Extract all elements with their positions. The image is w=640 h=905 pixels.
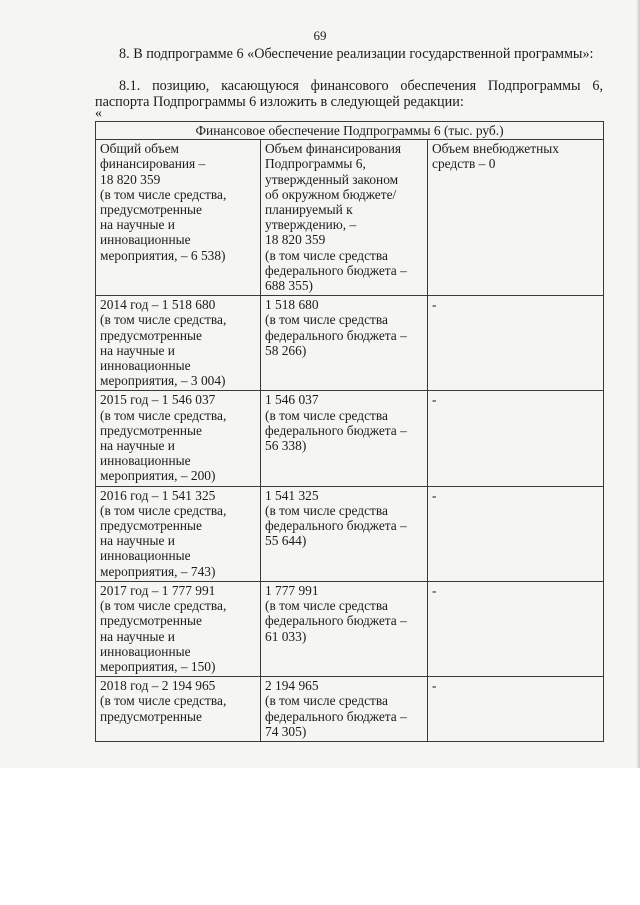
- table-header-row: [96, 140, 604, 296]
- cell-line: (в том числе средства: [265, 598, 388, 614]
- year-total-cell: [96, 391, 261, 486]
- financing-table: [95, 121, 604, 742]
- cell-line: Подпрограммы 6,: [265, 156, 366, 172]
- table-row: [96, 581, 604, 676]
- cell-line: 2015 год – 1 546 037: [100, 392, 216, 408]
- cell-line: предусмотренные: [100, 202, 202, 218]
- cell-line: предусмотренные: [100, 422, 202, 438]
- year-total-cell: [96, 486, 261, 581]
- cell-line: инновационные: [100, 358, 191, 374]
- cell-line: (в том числе средства,: [100, 186, 227, 202]
- paragraph-financing-position: 8.1. позицию, касающуюся финансового обеспечения Подпрограммы 6, паспорта Подпрограммы 6 изложить в следующей редакции:: [95, 78, 603, 110]
- year-extrabudgetary-cell: -: [428, 581, 604, 676]
- table-caption: Финансовое обеспечение Подпрограммы 6 (тыс. руб.): [96, 122, 604, 140]
- cell-line: мероприятия, – 743): [100, 563, 216, 579]
- cell-line: предусмотренные: [100, 327, 202, 343]
- cell-line: средств – 0: [432, 156, 496, 172]
- cell-line: федерального бюджета –: [265, 708, 407, 724]
- cell-line: 2 194 965: [265, 678, 319, 694]
- cell-line: предусмотренные: [100, 613, 202, 629]
- cell-line: 55 644): [265, 533, 307, 549]
- cell-line: Общий объем: [100, 141, 179, 157]
- subprogram-funding-cell: [261, 140, 428, 296]
- cell-line: на научные и: [100, 533, 175, 549]
- cell-line: 2018 год – 2 194 965: [100, 678, 216, 694]
- cell-line: утвержденный законом: [265, 171, 399, 187]
- cell-line: федерального бюджета –: [265, 518, 407, 534]
- cell-line: Объем финансирования: [265, 141, 402, 157]
- year-budget-cell: [261, 486, 428, 581]
- cell-line: утверждению, –: [265, 217, 357, 233]
- cell-line: планируемый к: [265, 202, 353, 218]
- cell-line: инновационные: [100, 643, 191, 659]
- cell-line: (в том числе средства: [265, 693, 388, 709]
- cell-line: предусмотренные: [100, 708, 202, 724]
- table-caption-row: [96, 122, 604, 140]
- year-budget-cell: [261, 296, 428, 391]
- year-extrabudgetary-cell: -: [428, 296, 604, 391]
- cell-line: 58 266): [265, 342, 307, 358]
- cell-line: на научные и: [100, 628, 175, 644]
- year-budget-cell: [261, 581, 428, 676]
- cell-line: на научные и: [100, 217, 175, 233]
- cell-line: федерального бюджета –: [265, 613, 407, 629]
- cell-line: на научные и: [100, 342, 175, 358]
- cell-line: 1 518 680: [265, 297, 319, 313]
- cell-line: 2014 год – 1 518 680: [100, 297, 216, 313]
- cell-line: мероприятия, – 150): [100, 658, 216, 674]
- cell-line: 1 541 325: [265, 487, 319, 503]
- table-row: [96, 677, 604, 742]
- cell-line: (в том числе средства: [265, 312, 388, 328]
- cell-line: 18 820 359: [265, 232, 326, 248]
- cell-line: федерального бюджета –: [265, 327, 407, 343]
- cell-line: 1 777 991: [265, 582, 319, 598]
- cell-line: (в том числе средства,: [100, 598, 227, 614]
- opening-quote: «: [95, 106, 102, 121]
- cell-line: инновационные: [100, 232, 191, 248]
- cell-line: об окружном бюджете/: [265, 186, 397, 202]
- cell-line: финансирования –: [100, 156, 206, 172]
- year-extrabudgetary-cell: -: [428, 677, 604, 742]
- total-funding-cell: [96, 140, 261, 296]
- year-budget-cell: [261, 677, 428, 742]
- cell-line: (в том числе средства,: [100, 407, 227, 423]
- cell-line: (в том числе средства,: [100, 693, 227, 709]
- cell-line: мероприятия, – 6 538): [100, 247, 226, 263]
- cell-line: (в том числе средства,: [100, 502, 227, 518]
- cell-line: (в том числе средства: [265, 407, 388, 423]
- cell-line: инновационные: [100, 453, 191, 469]
- paragraph-subprogram-6: 8. В подпрограмме 6 «Обеспечение реализации государственной программы»:: [119, 46, 594, 62]
- cell-line: 2017 год – 1 777 991: [100, 582, 216, 598]
- cell-line: (в том числе средства: [265, 247, 388, 263]
- cell-line: на научные и: [100, 438, 175, 454]
- cell-line: 688 355): [265, 278, 313, 294]
- table-row: [96, 486, 604, 581]
- year-budget-cell: [261, 391, 428, 486]
- cell-line: 56 338): [265, 438, 307, 454]
- year-extrabudgetary-cell: -: [428, 486, 604, 581]
- cell-line: 18 820 359: [100, 171, 161, 187]
- cell-line: Объем внебюджетных: [432, 141, 559, 157]
- year-total-cell: [96, 677, 261, 742]
- cell-line: федерального бюджета –: [265, 262, 407, 278]
- cell-line: мероприятия, – 200): [100, 468, 216, 484]
- cell-line: мероприятия, – 3 004): [100, 373, 226, 389]
- table-row: [96, 296, 604, 391]
- extrabudgetary-funding-cell: [428, 140, 604, 296]
- year-total-cell: [96, 296, 261, 391]
- cell-line: 61 033): [265, 628, 307, 644]
- cell-line: федерального бюджета –: [265, 422, 407, 438]
- cell-line: 2016 год – 1 541 325: [100, 487, 216, 503]
- cell-line: (в том числе средства: [265, 502, 388, 518]
- cell-line: 74 305): [265, 723, 307, 739]
- cell-line: инновационные: [100, 548, 191, 564]
- cell-line: (в том числе средства,: [100, 312, 227, 328]
- year-extrabudgetary-cell: -: [428, 391, 604, 486]
- cell-line: предусмотренные: [100, 518, 202, 534]
- page-number: 69: [313, 28, 327, 43]
- cell-line: 1 546 037: [265, 392, 319, 408]
- year-total-cell: [96, 581, 261, 676]
- table-row: [96, 391, 604, 486]
